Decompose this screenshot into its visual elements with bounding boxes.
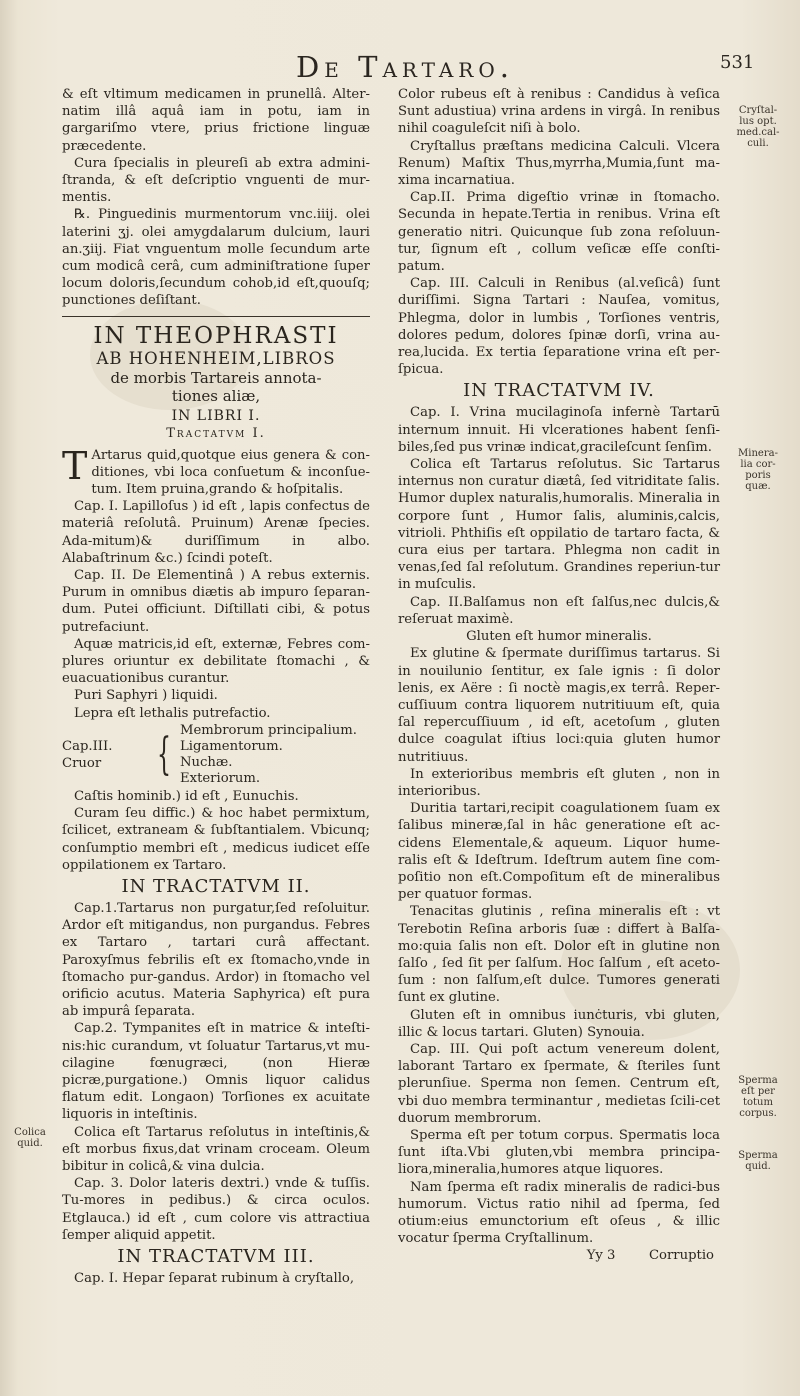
paragraph: Cap.2. Tympanites eſt in matrice & inteſti-nis:hic curandum, vt ſoluatur Tartarus,vt mu-cilagine fœnugræci, (non Hieræ picræ,purgatione.) Omnis liquor calidus flatum edit. Longaon) Torſiones ex acuitate liquoris in inteſtinis.	[62, 1021, 370, 1123]
paragraph: Cap.1.Tartarus non purgatur,ſed reſoluitur. Ardor eſt mitigandus, non purgandus. Febres ex Tartaro , tartari curâ affectant. Paroxyſmus febrilis eſt ex ſtomacho,vnde in ſtomacho pur-gandus. Ardor) in ſtomacho vel orificio acutus. Materia Saphyrica) eſt pura ab impurâ ſeparata.	[62, 900, 370, 1020]
tract-heading: IN TRACTATVM III.	[117, 1245, 315, 1267]
paragraph: Cap. I. Hepar ſeparat rubinum à cryſtallo,	[74, 1270, 355, 1286]
paragraph: Curam ſeu diffic.) & hoc habet permixtum, ſcilicet, extraneam & ſubſtantialem. Vbicunq; conſumptio membri eſt , medicus iudicet eſſe oppilationem ex Tartaro.	[62, 806, 370, 873]
paragraph: Ex glutine & ſpermate duriſſimus tartarus. Si in nouilunio ſentitur, ex ſale ignis : ſi dolor lenis, ex Aëre : ſi noctè magis,ex terrâ. Reper-cuſſiuum contra liquorem nutritiuum eſt, quia ſal repercuſſiuum , id eſt, acetoſum , gluten dulce coagulat iſtius loci:quia gluten humor nutritiuus.	[398, 646, 720, 765]
brace-item: Exteriorum.	[180, 770, 261, 786]
paragraph: Cap. III. Calculi in Renibus (al.veſicâ) ſunt duriſſimi. Signa Tartari : Nauſea, vomitus, Phlegma, dolor in lumbis , Torſiones ventris, dolores pedum, dolores ſpinæ dorſi, vrina au-rea,lucida. Ex tertia ſeparatione vrina eſt per-ſpicua.	[398, 276, 720, 378]
catchword-line: Yy 3 Corruptio	[586, 1248, 714, 1264]
paragraph: Cap. III. Qui poſt actum venereum dolent, laborant Tartaro ex ſpermate, & ſteriles ſunt plerunſiue. Sperma non ſemen. Centrum eſt, vbi duo membra terminantur , medietas ſcili-cet duorum membrorum.	[398, 1041, 720, 1126]
paragraph: Gluten eſt in omnibus iunċturis, vbi gluten, illic & locus tartari. Gluten) Synouia.	[398, 1007, 720, 1040]
brace-glyph: {	[157, 728, 171, 780]
paragraph: Lepra eſt lethalis putrefactio.	[74, 705, 271, 721]
paragraph: & eſt vltimum medicamen in prunellâ. Alter-natim illâ aquâ iam in potu, iam in gargariſmo vtere, prius frictione linguæ præcedente.	[62, 87, 370, 154]
running-title: De Tartaro.	[296, 50, 514, 84]
left-column	[62, 86, 370, 1287]
right-column	[398, 86, 720, 1265]
brace-list	[62, 723, 370, 787]
paragraph: Cap. II. De Elementinâ ) A rebus externis. Purum in omnibus diætis ab impuro ſeparan-dum. Putei officiunt. Diſtillati cibi, & potus putrefaciunt.	[62, 568, 370, 635]
paragraph: Cryſtallus præſtans medicina Calculi. Vlcera Renum) Maſtix Thus,myrrha,Mumia,ſunt ma-xima incarnatiua.	[398, 138, 720, 189]
paragraph: Cap. 3. Dolor lateris dextri.) vnde & tuſſis. Tu-mores in pedibus.) & circa oculos. Etglauca.) id eſt , cum colore vis attractiua ſemper aliquid appetit.	[62, 1176, 370, 1243]
paragraph: Sperma eſt per totum corpus. Spermatis loca ſunt iſta.Vbi gluten,vbi membra principa-liora,mineralia,humores atque liquores.	[398, 1127, 720, 1178]
paragraph: ℞. Pinguedinis murmentorum vnc.iiij. olei laterini ʒj. olei amygdalarum dulcium, lauri an.ʒiij. Fiat vnguentum molle ſecundum arte cum modicâ cerâ, cum adminiſtratione ſuper locum doloris,ſecundum cohob,id eſt,quouſq; punctiones deſiſtant.	[62, 207, 370, 309]
drop-cap: T	[62, 443, 88, 488]
tract-heading: IN TRACTATVM IV.	[463, 380, 655, 402]
paragraph: Artarus quid,quotque eius genera & con-ditiones, vbi loca conſuetum & inconſue-tum. Item pruina,grando & hoſpitalis.	[91, 447, 370, 498]
paragraph: Colica eſt Tartarus reſolutus. Sic Tartarus internus non curatur diætâ, ſed vitriditate ſalis. Humor duplex naturalis,humoralis. Mineralia in corpore ſunt , Humor ſalis, aluminis,calcis, vitrioli. Phthiſis eſt oppilatio de tartaro facta, & cura eius per tartara. Phlegma non cadit in venas,ſed ſal reſolutum. Grandines reperiun-tur in muſculis.	[398, 457, 720, 593]
paragraph: Color rubeus eſt à renibus : Candidus à veſica Sunt adustiua) vrina ardens in virgâ. In renibus nihil coaguleſcit niſi à bolo.	[398, 87, 720, 137]
brace-label: Cap.III. Cruor	[62, 738, 113, 771]
paragraph: Cap.II. Prima digeſtio vrinæ in ſtomacho. Secunda in hepate.Tertia in renibus. Vrina eſt generatio nitri. Quicunque ſub zona reſoluun-tur, ſignum eſt , collum veſicæ eſſe conſti-patum.	[398, 190, 720, 275]
brace-item: Membrorum principalium.	[180, 722, 357, 738]
margin-note: Colica quid.	[14, 1127, 46, 1149]
margin-note: Sperma eſt per totum corpus.	[738, 1075, 778, 1119]
brace-item: Ligamentorum.	[180, 738, 283, 754]
paragraph: Colica eſt Tartarus reſolutus in inteſtinis,& eſt morbus fixus,dat vrinam croceam. Oleum bibitur in colicâ,& vina dulcia.	[62, 1124, 370, 1174]
margin-note: Cryſtal-lus opt. med.cal-culi.	[736, 105, 780, 149]
paragraph: In exterioribus membris eſt gluten , non in interioribus.	[398, 766, 720, 799]
tract-heading: IN TRACTATVM II.	[121, 875, 311, 897]
paragraph: Caſtis hominib.) id eſt , Eunuchis.	[74, 788, 299, 804]
page-number: 531	[720, 52, 755, 73]
paragraph: Duritia tartari,recipit coagulationem ſuam ex ſalibus mineræ,ſal in hâc generatione eſt ac-cidens Elementale,& aqueum. Liquor hume-ralis eſt & Ideſtrum. Ideſtrum autem ſine com-poſitio non eſt.Compoſitum eſt de mineralibus per quatuor formas.	[398, 801, 720, 903]
book-heading: IN LIBRI I.	[171, 407, 261, 424]
paragraph: Aquæ matricis,id eſt, externæ, Febres com-plures oriuntur ex debilitate ſtomachi , & euacuationibus curantur.	[62, 636, 370, 687]
paragraph: Tenacitas glutinis , reſina mineralis eſt : vt Terebotin Reſina arboris ſuæ : differt à Balſa-mo:quia ſalis non eſt. Dolor eſt in glutine non ſalſo , ſed ſit per ſalſum. Hoc ſalſum , eſt aceto-ſum : non ſalſum,eſt dulce. Tumores generati ſunt ex glutine.	[398, 904, 720, 1006]
paragraph: Cap. I. Vrina mucilaginoſa infernè Tartarū internum innuit. Hi vlcerationes habent ſenſi-biles,ſed pus vrinæ indicat,gracileſcunt ſenſim.	[398, 405, 720, 455]
section-subtitle: de morbis Tartareis annota-	[110, 368, 322, 387]
paragraph: Cap. I. Lapilloſus ) id eſt , lapis confectus de materiâ reſolutâ. Pruinum) Arenæ ſpecies. Ada-mitum)& duriſſimum in albo. Alabaſtrinum &c.) ſcindi poteſt.	[62, 499, 370, 566]
paragraph: Cura ſpecialis in pleureſi ab extra admini-ſtranda, & eſt deſcriptio vnguenti de mur-mentis.	[62, 155, 370, 206]
tract-heading: Tractatvm I.	[166, 425, 266, 441]
paragraph: Nam ſperma eſt radix mineralis de radici-bus humorum. Victus ratio nihil ad ſperma, ſed otium:eius emunctorium eſt oſeus , & illic vocatur ſperma Cryſtallinum.	[398, 1179, 720, 1247]
centered-line: Gluten eſt humor mineralis.	[466, 629, 652, 645]
paragraph: Cap. II.Balſamus non eſt ſalſus,nec dulcis,& reſeruat maximè.	[398, 594, 720, 627]
section-title: IN THEOPHRASTI	[93, 322, 339, 349]
brace-item: Nuchæ.	[180, 754, 233, 770]
margin-note: Minera-lia cor-poris quæ.	[738, 448, 778, 492]
paragraph: Puri Saphyri ) liquidi.	[74, 688, 218, 704]
section-subtitle: tiones aliæ,	[171, 386, 261, 405]
section-rule	[62, 316, 370, 317]
margin-note: Sperma quid.	[738, 1150, 778, 1172]
section-title: AB HOHENHEIM,LIBROS	[96, 348, 336, 368]
